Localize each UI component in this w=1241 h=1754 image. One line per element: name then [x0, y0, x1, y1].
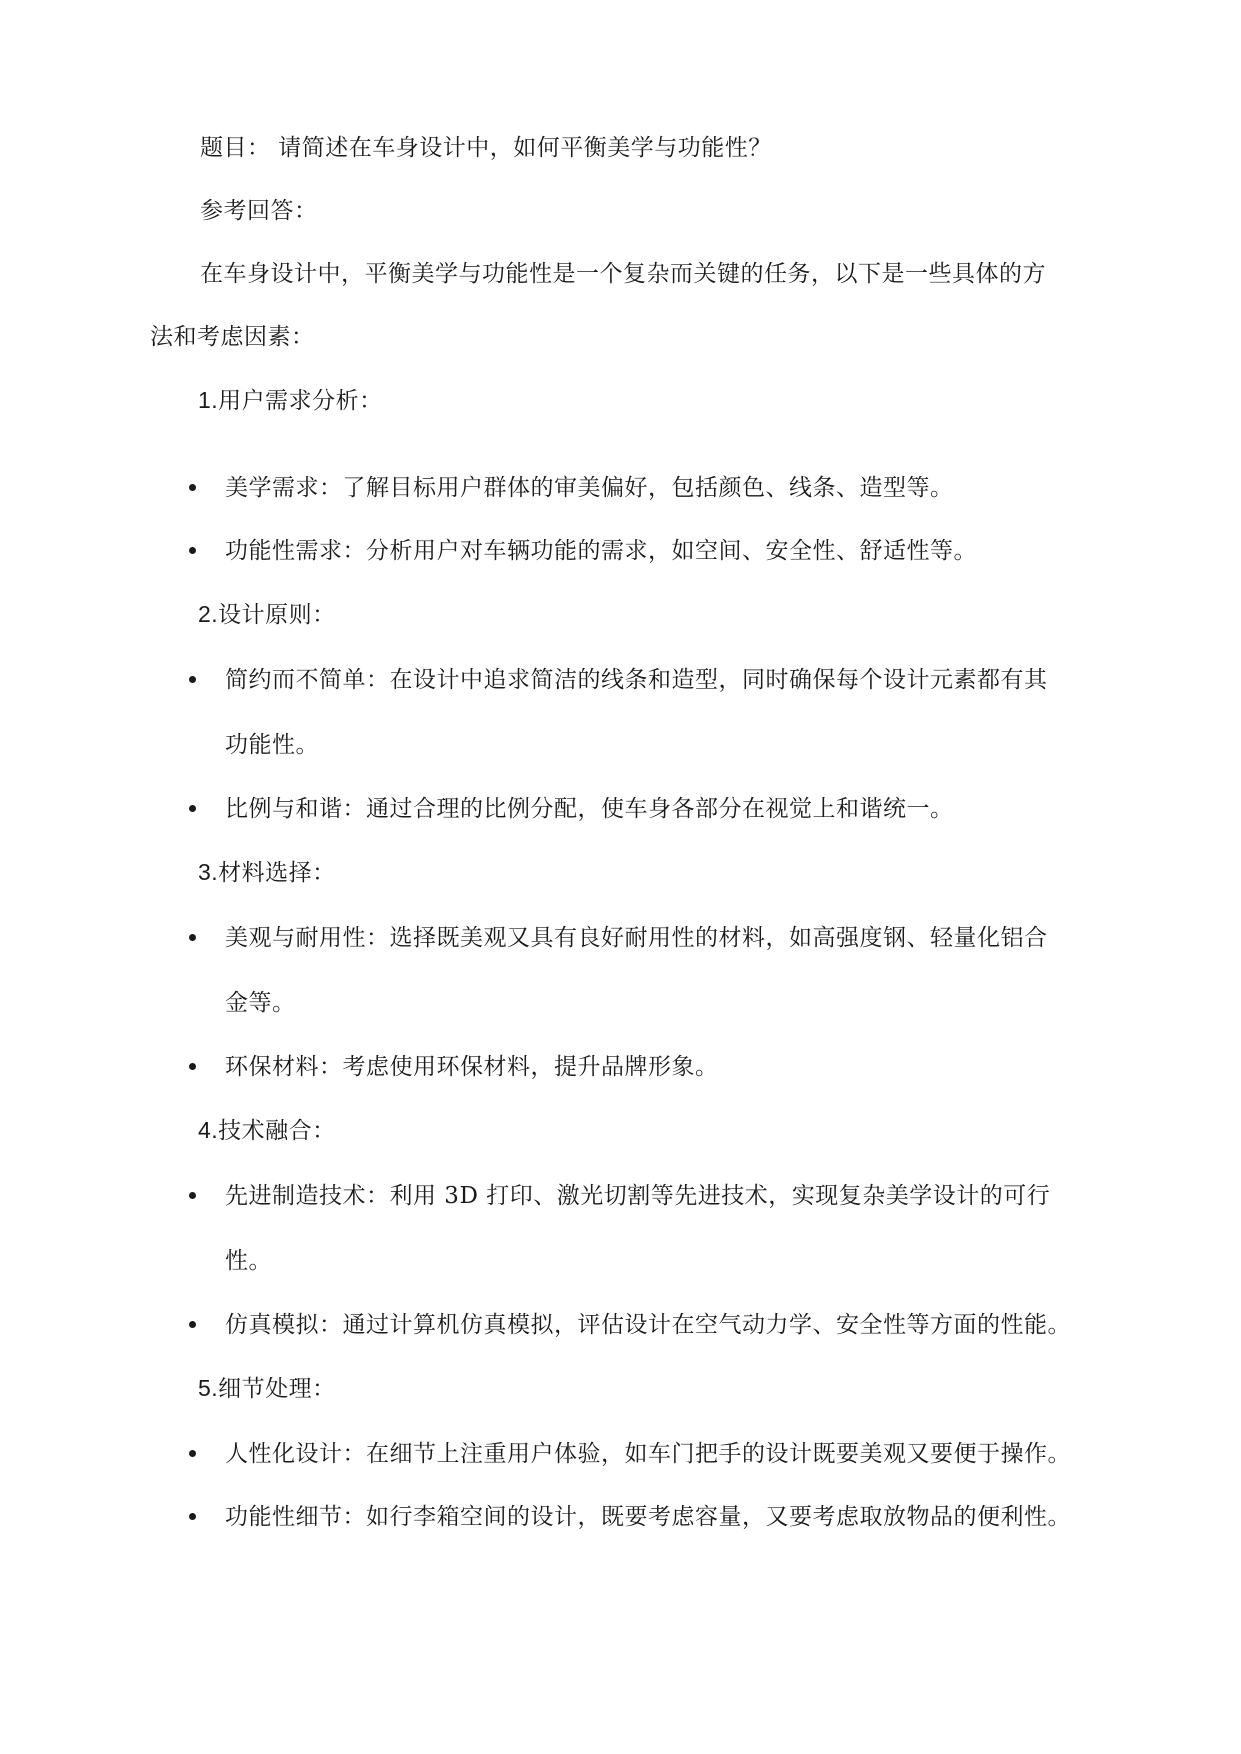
- bullet-icon: [189, 1321, 196, 1328]
- section-heading-4: 4.技术融合：: [198, 1117, 336, 1143]
- bullet-icon: [189, 934, 196, 941]
- list-item-2-1-cont: 功能性。: [225, 732, 319, 758]
- intro-line-1: 在车身设计中，平衡美学与功能性是一个复杂而关键的任务，以下是一些具体的方: [200, 261, 1046, 287]
- intro-line-2: 法和考虑因素：: [150, 324, 315, 350]
- bullet-icon: [189, 1192, 196, 1199]
- list-item-2-1: 简约而不简单：在设计中追求简洁的线条和造型，同时确保每个设计元素都有其: [225, 667, 1048, 693]
- list-item-1-2: 功能性需求：分析用户对车辆功能的需求，如空间、安全性、舒适性等。: [225, 538, 977, 564]
- answer-label: 参考回答：: [200, 198, 318, 224]
- question-line: 题目： 请简述在车身设计中，如何平衡美学与功能性？: [200, 135, 772, 161]
- bullet-icon: [189, 676, 196, 683]
- list-item-3-1-cont: 金等。: [225, 990, 296, 1016]
- list-item-3-1: 美观与耐用性：选择既美观又具有良好耐用性的材料，如高强度钢、轻量化铝合: [225, 925, 1048, 951]
- section-heading-3: 3.材料选择：: [198, 859, 336, 885]
- bullet-icon: [189, 1450, 196, 1457]
- section-heading-1: 1.用户需求分析：: [198, 387, 383, 413]
- bullet-icon: [189, 1513, 196, 1520]
- list-item-4-1: 先进制造技术：利用 3D 打印、激光切割等先进技术，实现复杂美学设计的可行: [225, 1183, 1051, 1209]
- bullet-icon: [189, 547, 196, 554]
- list-item-5-2: 功能性细节：如行李箱空间的设计，既要考虑容量，又要考虑取放物品的便利性。: [225, 1504, 1071, 1530]
- bullet-icon: [189, 805, 196, 812]
- bullet-icon: [189, 484, 196, 491]
- list-item-1-1: 美学需求：了解目标用户群体的审美偏好，包括颜色、线条、造型等。: [225, 475, 954, 501]
- list-item-5-1: 人性化设计：在细节上注重用户体验，如车门把手的设计既要美观又要便于操作。: [225, 1441, 1071, 1467]
- bullet-icon: [189, 1063, 196, 1070]
- section-heading-2: 2.设计原则：: [198, 601, 336, 627]
- section-heading-5: 5.细节处理：: [198, 1375, 336, 1401]
- list-item-3-2: 环保材料：考虑使用环保材料，提升品牌形象。: [225, 1054, 719, 1080]
- list-item-4-1-cont: 性。: [225, 1248, 272, 1274]
- list-item-4-2: 仿真模拟：通过计算机仿真模拟，评估设计在空气动力学、安全性等方面的性能。: [225, 1312, 1071, 1338]
- list-item-2-2: 比例与和谐：通过合理的比例分配，使车身各部分在视觉上和谐统一。: [225, 796, 954, 822]
